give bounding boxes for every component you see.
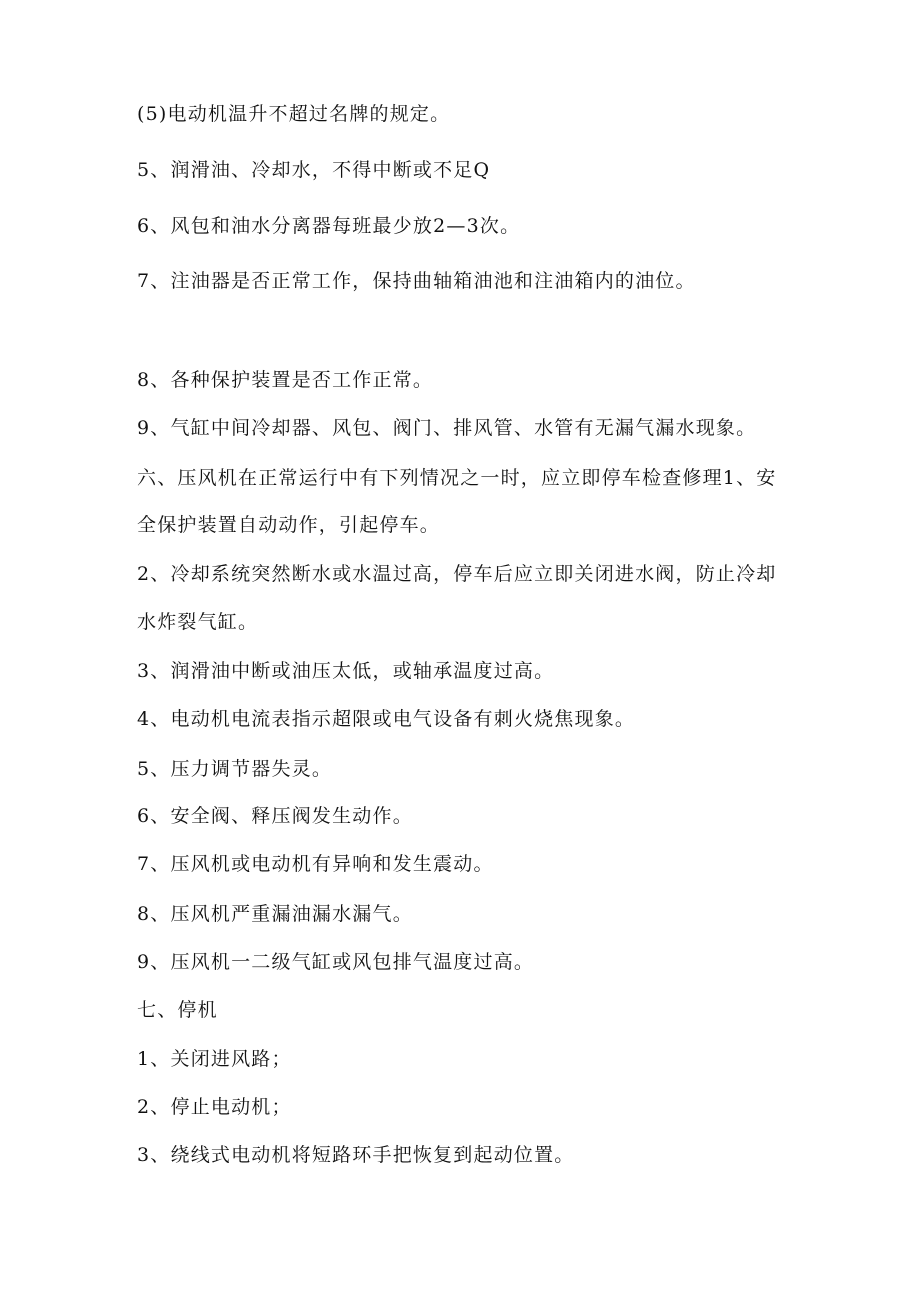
text-line-18: 七、停机 xyxy=(137,999,218,1021)
text-line-9: 2、冷却系统突然断水或水温过高，停车后应立即关闭进水阀，防止冷却 xyxy=(137,563,777,585)
text-line-14: 6、安全阀、释压阀发生动作。 xyxy=(137,805,413,827)
text-line-19: 1、关闭进风路； xyxy=(137,1048,292,1070)
text-line-3: 6、风包和油水分离器每班最少放2—3次。 xyxy=(137,215,521,237)
text-line-12: 4、电动机电流表指示超限或电气设备有刺火烧焦现象。 xyxy=(137,708,636,730)
text-line-2: 5、润滑油、冷却水，不得中断或不足Q xyxy=(137,159,491,181)
text-line-15: 7、压风机或电动机有异响和发生震动。 xyxy=(137,853,494,875)
text-line-20: 2、停止电动机； xyxy=(137,1096,292,1118)
text-line-13: 5、压力调节器失灵。 xyxy=(137,758,333,780)
text-line-5: 8、各种保护装置是否工作正常。 xyxy=(137,369,434,391)
text-line-1: (5)电动机温升不超过名牌的规定。 xyxy=(137,103,451,125)
text-line-8: 全保护装置自动动作，引起停车。 xyxy=(137,514,441,536)
text-line-17: 9、压风机一二级气缸或风包排气温度过高。 xyxy=(137,951,535,973)
text-line-7: 六、压风机在正常运行中有下列情况之一时，应立即停车检查修理1、安 xyxy=(137,467,777,489)
text-line-11: 3、润滑油中断或油压太低，或轴承温度过高。 xyxy=(137,660,555,682)
text-line-6: 9、气缸中间冷却器、风包、阀门、排风管、水管有无漏气漏水现象。 xyxy=(137,417,757,439)
text-line-16: 8、压风机严重漏油漏水漏气。 xyxy=(137,903,413,925)
text-line-4: 7、注油器是否正常工作，保持曲轴箱油池和注油箱内的油位。 xyxy=(137,270,696,292)
text-line-21: 3、绕线式电动机将短路环手把恢复到起动位置。 xyxy=(137,1144,575,1166)
text-line-10: 水炸裂气缸。 xyxy=(137,611,259,633)
